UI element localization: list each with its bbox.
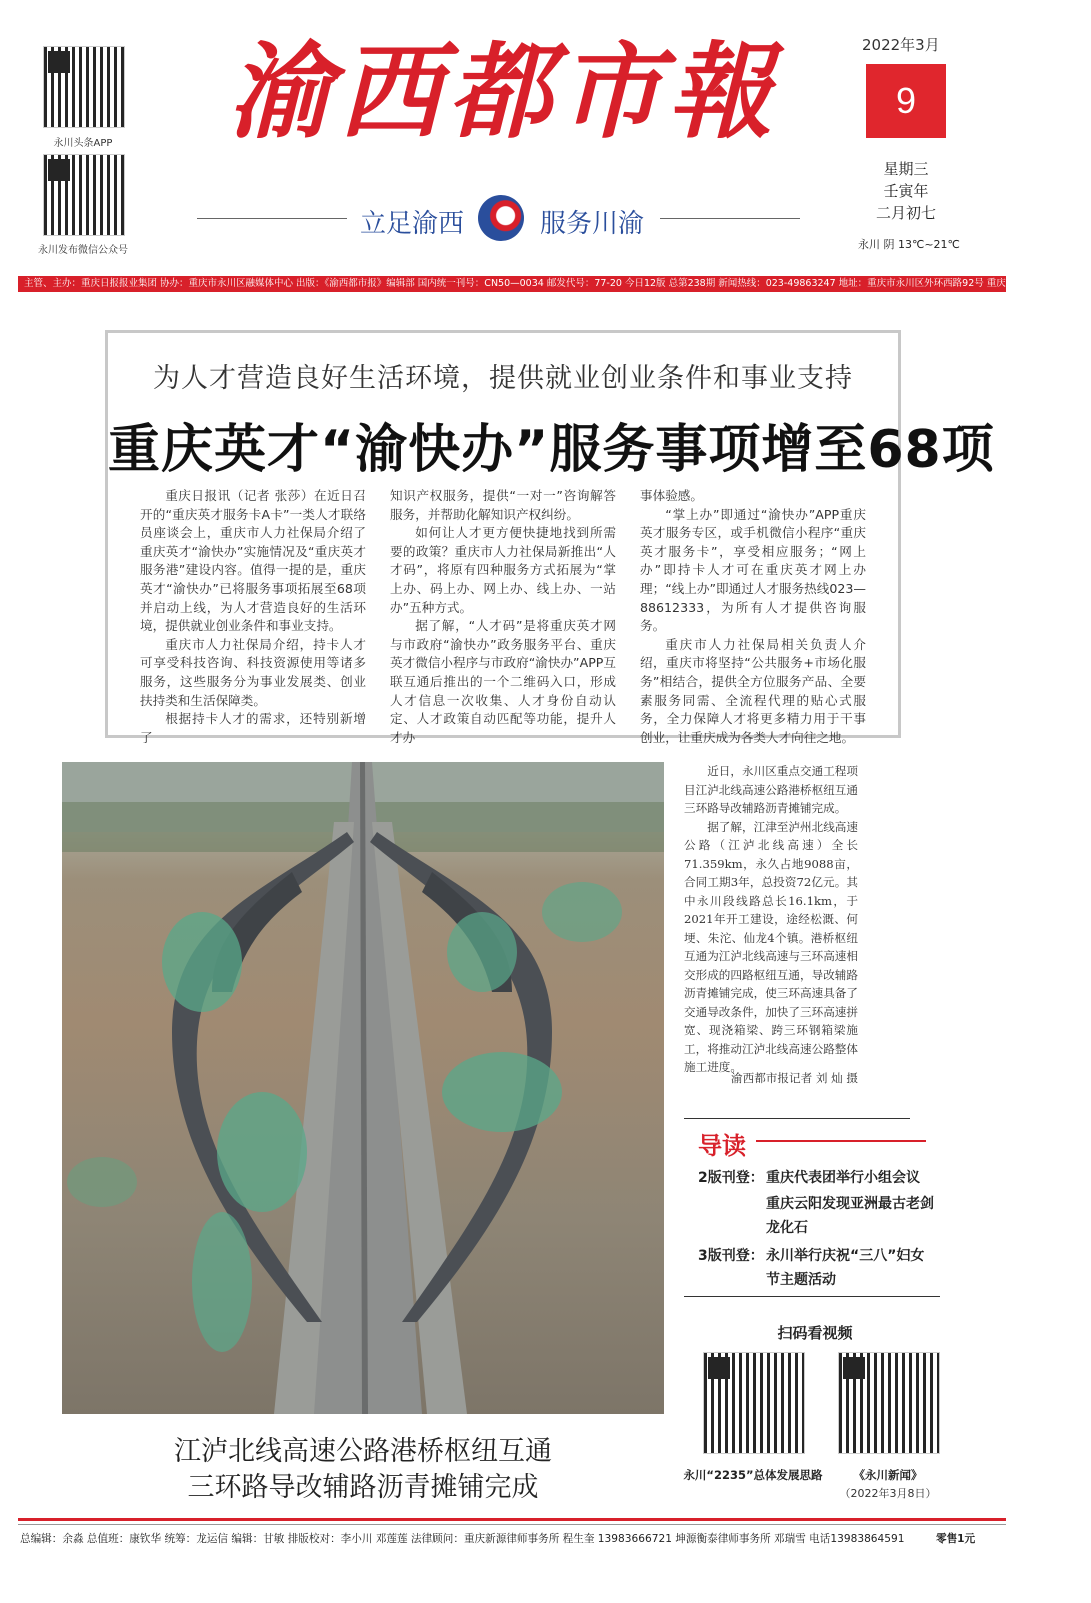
article-column-1 [140, 487, 366, 745]
slogan-divider-right [660, 218, 800, 219]
guide-item[interactable] [698, 1166, 938, 1190]
article-kicker: 为人才营造良好生活环境，提供就业创业条件和事业支持 [153, 363, 853, 394]
article-paragraph: 如何让人才更方便快捷地找到所需要的政策？重庆市人力社保局新推出“人才码”，将原有四种服务方式拓展为“掌上办、码上办、网上办、线上办、一站办”五种方式。 [390, 525, 616, 615]
slogan-right: 服务川渝 [540, 209, 645, 239]
guide-item[interactable] [698, 1244, 938, 1292]
photo-title [62, 1434, 664, 1506]
date-details [856, 158, 956, 224]
lunar-day: 二月初七 [875, 204, 936, 222]
photo-title-line1: 江泸北线高速公路港桥枢纽互通 [174, 1436, 552, 1467]
qr-video-2-date: （2022年3月8日） [839, 1487, 937, 1500]
photo-title-line2: 三环路导改辅路沥青摊铺完成 [187, 1472, 539, 1503]
footer-price: 零售1元 [936, 1533, 976, 1545]
article-paragraph: 重庆市人力社保局介绍，持卡人才可享受科技咨询、科技资源使用等诸多服务，这些服务分为事业发展类、创业扶持类和生活保障类。 [140, 636, 366, 708]
scan-video-title: 扫码看视频 [777, 1324, 853, 1342]
guide-title: 导读 [698, 1132, 746, 1160]
guide-top-rule [684, 1118, 910, 1119]
qr-code-app[interactable] [43, 46, 125, 128]
guide-item-text: 重庆代表团举行小组会议 [766, 1170, 920, 1186]
guide-page-label: 3版刊登： [698, 1248, 764, 1264]
guide-item[interactable] [698, 1192, 938, 1240]
footer-thin-rule [18, 1524, 1006, 1525]
guide-list [698, 1166, 938, 1292]
green-netting [192, 1212, 252, 1352]
guide-page-label [698, 1192, 766, 1240]
date-year-month: 2022年3月 [862, 36, 940, 54]
qr-app-label: 永川头条APP [53, 138, 113, 149]
highway-illustration [62, 762, 664, 1414]
guide-item-text: 重庆云阳发现亚洲最古老剑龙化石 [766, 1196, 934, 1236]
qr-code-wechat[interactable] [43, 154, 125, 236]
green-netting [447, 912, 517, 992]
qr-video-1-caption: 永川“2235”总体发展思路 [683, 1468, 823, 1482]
article-headline: 重庆英才“渝快办”服务事项增至68项 [108, 420, 995, 480]
lunar-year: 壬寅年 [883, 182, 929, 200]
qr-code-video-1[interactable] [703, 1352, 805, 1454]
green-netting [217, 1092, 307, 1212]
footer-staff: 总编辑：余淼 总值班：康钦华 统筹：龙运信 编辑：甘敏 排版校对：李小川 邓莲莲 法律顾问：重庆新源律师事务所 程生奎 13983666721 坤源衡泰律师事务所 邓瑞雪 电话13983864591 [20, 1533, 905, 1545]
weather: 永川 阴 13℃~21℃ [858, 238, 960, 251]
guide-page-label: 2版刊登： [698, 1170, 764, 1186]
caption-paragraph: 据了解，江津至泸州北线高速公路（江泸北线高速）全长71.359km，永久占地9088亩，合同工期3年，总投资72亿元。其中永川段线路总长16.1km，于2021年开工建设，途经松溉、何埂、朱沱、仙龙4个镇。港桥枢纽互通为江泸北线高速与三环高速相交形成的四路枢纽互通，导改辅路沥青摊铺完成，使三环高速具备了交通导改条件，加快了三环高速拼宽、现浇箱梁、跨三环钢箱梁施工，将推动江泸北线高速公路整体施工进度。 [684, 819, 858, 1074]
article-paragraph: 据了解，“人才码”是将重庆英才网与市政府“渝快办”政务服务平台、重庆英才微信小程序与市政府“渝快办”APP互联互通后推出的一个二维码入口，形成人才信息一次收集、人才身份自动认定、人才政策自动匹配等功能，提升人才办 [390, 618, 616, 745]
article-paragraph: “掌上办”即通过“渝快办”APP重庆英才服务专区，或手机微信小程序“重庆英才服务卡”，享受相应服务；“网上办”即持卡人才可在重庆英才网上办理；“线上办”即通过人才服务热线023—88612333，为所有人才提供咨询服务。 [640, 506, 866, 634]
guide-rule [756, 1140, 926, 1142]
date-day: 9 [866, 64, 946, 138]
photo-credit: 渝西都市报记者 刘 灿 摄 [731, 1071, 858, 1085]
qr-code-video-2[interactable] [838, 1352, 940, 1454]
green-netting [542, 882, 622, 942]
slogan-left: 立足渝西 [360, 209, 465, 239]
qr-video-2-caption: 《永川新闻》 [853, 1468, 923, 1482]
photo-caption [684, 762, 858, 1077]
green-netting [442, 1052, 562, 1132]
article-column-3 [640, 487, 866, 745]
article-paragraph: 知识产权服务，提供“一对一”咨询解答服务，并帮助化解知识产权纠纷。 [390, 488, 616, 522]
slogan-divider-left [197, 218, 347, 219]
green-netting [162, 912, 242, 1012]
media-logo-icon [478, 195, 524, 241]
article-paragraph: 重庆市人力社保局相关负责人介绍，重庆市将坚持“公共服务+市场化服务”相结合，提供全方位服务产品、全要素服务同需、全流程代理的贴心式服务，全力保障人才将更多精力用于干事创业，让重庆成为各类人才向往之地。 [640, 636, 866, 745]
qr-wechat-label: 永川发布微信公众号 [38, 245, 128, 256]
highway-aerial-photo [62, 762, 664, 1414]
article-column-2 [390, 487, 616, 745]
guide-item-text: 永川举行庆祝“三八”妇女节主题活动 [766, 1248, 925, 1288]
weekday: 星期三 [883, 160, 929, 178]
pond [67, 1157, 137, 1207]
article-paragraph: 根据持卡人才的需求，还特别新增了 [140, 711, 366, 745]
caption-paragraph: 近日，永川区重点交通工程项目江泸北线高速公路港桥枢纽互通三环路导改辅路沥青摊铺完成。 [684, 764, 858, 815]
guide-bottom-rule [684, 1296, 940, 1297]
footer-red-rule [18, 1518, 1006, 1521]
publication-info-bar: 主管、主办：重庆日报报业集团 协办：重庆市永川区融媒体中心 出版：《渝西都市报》编辑部 国内统一刊号：CN50—0034 邮发代号：77-20 今日12版 总第238期 新闻热线：023-49863247 地址：重庆市永川区外环西路92号 重庆市永川区融媒体中心 [18, 276, 1006, 292]
article-paragraph: 事体验感。 [640, 488, 703, 503]
article-paragraph: 重庆日报讯（记者 张莎）在近日召开的“重庆英才服务卡A卡”一类人才联络员座谈会上，重庆市人力社保局介绍了重庆英才“渝快办”实施情况及“重庆英才服务港”建设内容。值得一提的是，重庆英才“渝快办”已将服务事项拓展至68项并启动上线，为人才营造良好的生活环境，提供就业创业条件和事业支持。 [140, 488, 366, 634]
newspaper-title: 渝西都市報 [228, 30, 779, 153]
